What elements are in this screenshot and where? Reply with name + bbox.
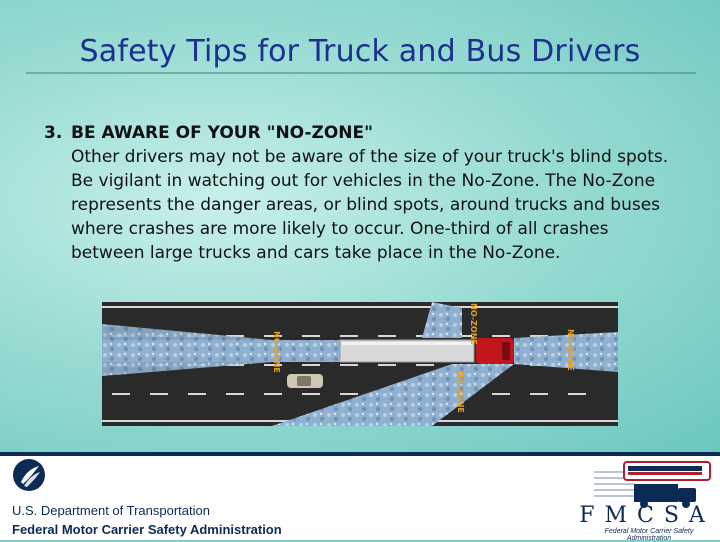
no-zone-diagram (102, 302, 618, 426)
no-zone-label-rear: NO-ZONE (272, 331, 281, 373)
tip-text: Other drivers may not be aware of the size of your truck's blind spots. Be vigilant in watching out for vehicles in the No-Zone. The No-Zone represents the danger areas, or blind spots, around trucks and buses where crashes are more likely to occur. One-third of all crashes between large trucks and cars take place in the No-Zone. (71, 147, 669, 263)
no-zone-label-front: NO-ZONE (566, 329, 575, 371)
slide-title: Safety Tips for Truck and Bus Drivers (79, 34, 641, 69)
truck (340, 338, 514, 364)
tip-heading: BE AWARE OF YOUR "NO-ZONE" (71, 123, 373, 143)
tip-block (44, 121, 684, 265)
dot-name: U.S. Department of Transportation (12, 503, 210, 518)
tip-body (71, 121, 684, 265)
tip-number: 3. (44, 123, 63, 143)
title-divider (26, 72, 696, 74)
car (287, 374, 323, 388)
dot-logo-icon (12, 458, 46, 492)
fmcsa-name: Federal Motor Carrier Safety Administration (12, 522, 282, 537)
fmcsa-logo-letters: FMCSA (579, 503, 715, 528)
no-zone-label-top: NO-ZONE (469, 303, 478, 345)
footer-divider (0, 452, 720, 456)
fmcsa-logo-subtitle: Federal Motor Carrier Safety Administration (604, 528, 694, 542)
no-zone-label-bottom: NO-ZONE (456, 371, 465, 413)
